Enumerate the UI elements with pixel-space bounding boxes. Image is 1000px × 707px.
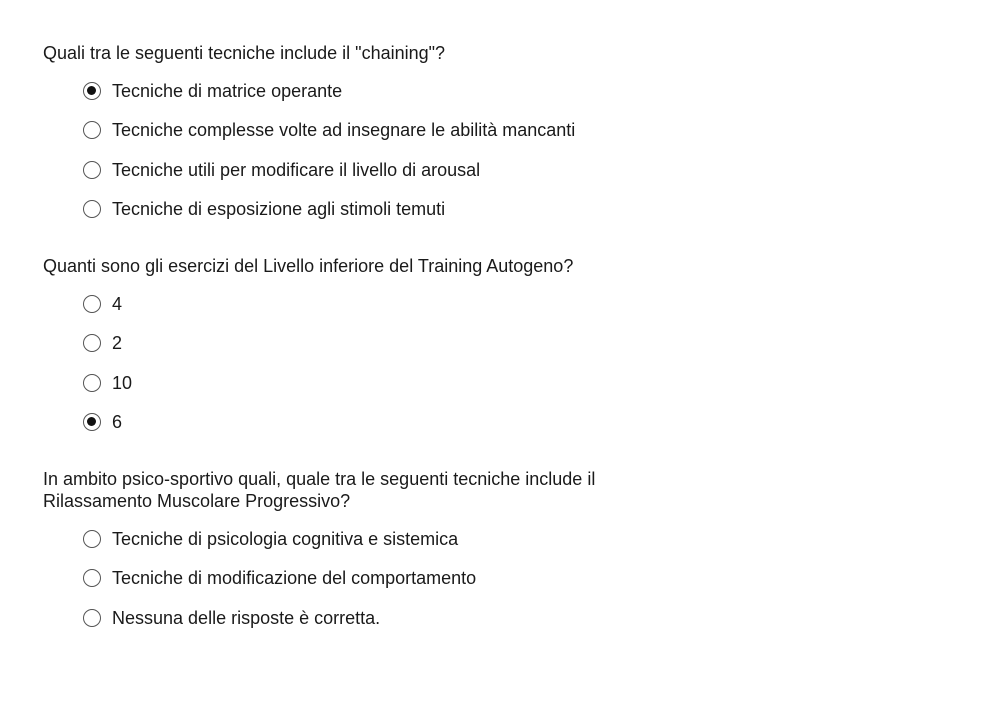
options-list: [43, 519, 743, 638]
option-radio[interactable]: [83, 324, 743, 364]
radio-button[interactable]: [83, 295, 101, 313]
options-list: [43, 71, 743, 229]
radio-button[interactable]: [83, 569, 101, 587]
radio-button[interactable]: [83, 200, 101, 218]
radio-button[interactable]: [83, 609, 101, 627]
question-text: Quali tra le seguenti tecniche include il "chaining"?: [43, 43, 446, 63]
option-label: Tecniche di matrice operante: [112, 80, 343, 101]
option-label: 2: [112, 333, 123, 354]
question-text: Quanti sono gli esercizi del Livello inferiore del Training Autogeno?: [43, 256, 574, 276]
radio-button-checked[interactable]: [83, 82, 101, 100]
option-label: Nessuna delle risposte è corretta.: [112, 607, 381, 628]
radio-button[interactable]: [83, 334, 101, 352]
option-radio[interactable]: [83, 284, 743, 324]
option-radio[interactable]: [83, 363, 743, 403]
option-radio[interactable]: [83, 559, 743, 599]
option-radio[interactable]: [83, 598, 743, 638]
option-label: 10: [112, 372, 133, 393]
option-radio[interactable]: [83, 71, 743, 111]
option-radio[interactable]: [83, 111, 743, 151]
option-label: 6: [112, 412, 123, 433]
option-label: Tecniche di psicologia cognitiva e sistemica: [112, 528, 459, 549]
radio-button[interactable]: [83, 530, 101, 548]
radio-button[interactable]: [83, 161, 101, 179]
radio-button-checked[interactable]: [83, 413, 101, 431]
option-label: 4: [112, 293, 123, 314]
quiz-form: [43, 42, 743, 664]
option-label: Tecniche utili per modificare il livello di arousal: [112, 159, 481, 180]
radio-button[interactable]: [83, 121, 101, 139]
option-radio[interactable]: [83, 150, 743, 190]
question-1: [43, 42, 743, 229]
options-list: [43, 284, 743, 442]
radio-button[interactable]: [83, 374, 101, 392]
question-text: In ambito psico-sportivo quali, quale tra le seguenti tecniche include il Rilassamento Muscolare Progressivo?: [43, 469, 596, 511]
question-3: [43, 468, 743, 638]
option-radio[interactable]: [83, 403, 743, 443]
option-label: Tecniche complesse volte ad insegnare le abilità mancanti: [112, 120, 576, 141]
question-2: [43, 255, 743, 442]
option-label: Tecniche di modificazione del comportamento: [112, 568, 477, 589]
option-radio[interactable]: [83, 190, 743, 230]
option-radio[interactable]: [83, 519, 743, 559]
option-label: Tecniche di esposizione agli stimoli temuti: [112, 199, 446, 220]
